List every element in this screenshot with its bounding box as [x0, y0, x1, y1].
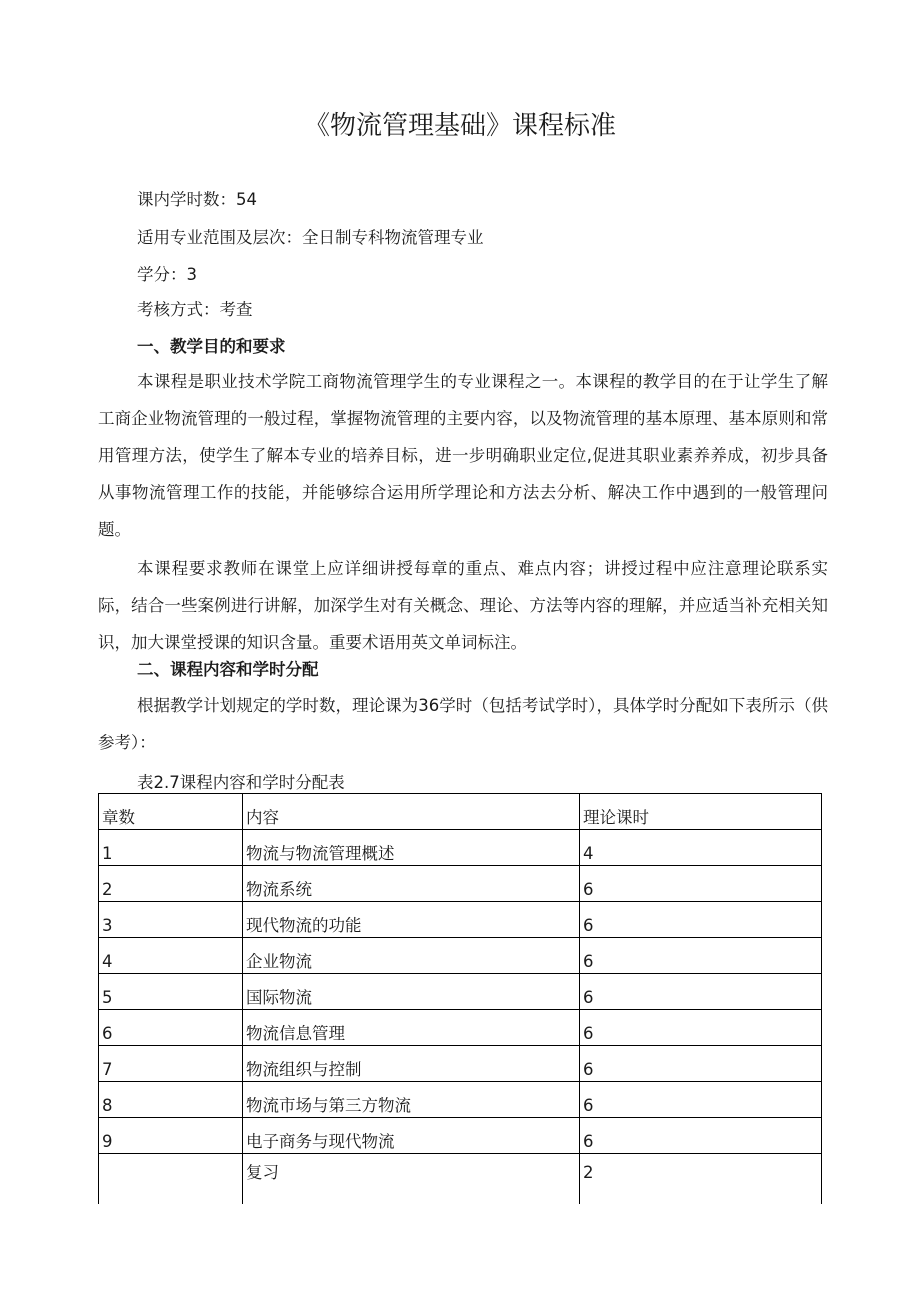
document-title: 《物流管理基础》课程标准 — [303, 111, 616, 141]
chapter-hours: 2 — [580, 1154, 822, 1205]
table-row — [99, 1118, 822, 1154]
chapter-number: 6 — [99, 1010, 243, 1046]
chapter-number: 3 — [99, 902, 243, 938]
header-hours: 理论课时 — [580, 794, 822, 830]
chapter-number: 8 — [99, 1082, 243, 1118]
chapter-number: 1 — [99, 830, 243, 866]
table-row — [99, 866, 822, 902]
header-chapter: 章数 — [99, 794, 243, 830]
course-hours-table — [98, 793, 822, 1204]
meta-assessment: 考核方式：考查 — [137, 300, 253, 319]
chapter-hours: 6 — [580, 866, 822, 902]
header-content: 内容 — [243, 794, 580, 830]
chapter-content: 物流信息管理 — [243, 1010, 580, 1046]
chapter-hours: 4 — [580, 830, 822, 866]
chapter-content: 企业物流 — [243, 938, 580, 974]
chapter-number: 7 — [99, 1046, 243, 1082]
chapter-content: 复习 — [243, 1154, 580, 1205]
table-header-row — [99, 794, 822, 830]
chapter-hours: 6 — [580, 1046, 822, 1082]
chapter-content: 物流系统 — [243, 866, 580, 902]
chapter-hours: 6 — [580, 1082, 822, 1118]
table-row — [99, 938, 822, 974]
chapter-number: 2 — [99, 866, 243, 902]
chapter-content: 物流组织与控制 — [243, 1046, 580, 1082]
chapter-content: 物流与物流管理概述 — [243, 830, 580, 866]
chapter-number: 9 — [99, 1118, 243, 1154]
meta-hours: 课内学时数：54 — [137, 190, 257, 209]
chapter-hours: 6 — [580, 902, 822, 938]
table-row — [99, 1010, 822, 1046]
section1-paragraph-1: 本课程是职业技术学院工商物流管理学生的专业课程之一。本课程的教学目的在于让学生了解工商企业物流管理的一般过程，掌握物流管理的主要内容，以及物流管理的基本原理、基本原则和常用管理方法，使学生了解本专业的培养目标，进一步明确职业定位,促进其职业素养养成，初步具备从事物流管理工作的技能，并能够综合运用所学理论和方法去分析、解决工作中遇到的一般管理问题。 — [98, 372, 828, 539]
table-row — [99, 830, 822, 866]
chapter-content: 物流市场与第三方物流 — [243, 1082, 580, 1118]
meta-scope: 适用专业范围及层次：全日制专科物流管理专业 — [137, 228, 484, 247]
table-caption: 表2.7课程内容和学时分配表 — [137, 773, 345, 792]
chapter-number: 5 — [99, 974, 243, 1010]
meta-credits: 学分：3 — [137, 265, 197, 284]
chapter-hours: 6 — [580, 1118, 822, 1154]
chapter-hours: 6 — [580, 938, 822, 974]
section2-heading: 二、课程内容和学时分配 — [137, 660, 319, 679]
table-row — [99, 1046, 822, 1082]
table-row — [99, 1082, 822, 1118]
chapter-number — [99, 1154, 243, 1205]
chapter-content: 现代物流的功能 — [243, 902, 580, 938]
chapter-number: 4 — [99, 938, 243, 974]
section1-heading: 一、教学目的和要求 — [137, 337, 286, 356]
section1-paragraph-2: 本课程要求教师在课堂上应详细讲授每章的重点、难点内容；讲授过程中应注意理论联系实际，结合一些案例进行讲解，加深学生对有关概念、理论、方法等内容的理解，并应适当补充相关知识，加大课堂授课的知识含量。重要术语用英文单词标注。 — [98, 559, 828, 652]
table-row — [99, 902, 822, 938]
table-row — [99, 974, 822, 1010]
section2-paragraph-1: 根据教学计划规定的学时数，理论课为36学时（包括考试学时），具体学时分配如下表所示（供参考）： — [98, 696, 828, 752]
chapter-hours: 6 — [580, 1010, 822, 1046]
chapter-content: 国际物流 — [243, 974, 580, 1010]
chapter-hours: 6 — [580, 974, 822, 1010]
table-row — [99, 1154, 822, 1205]
chapter-content: 电子商务与现代物流 — [243, 1118, 580, 1154]
